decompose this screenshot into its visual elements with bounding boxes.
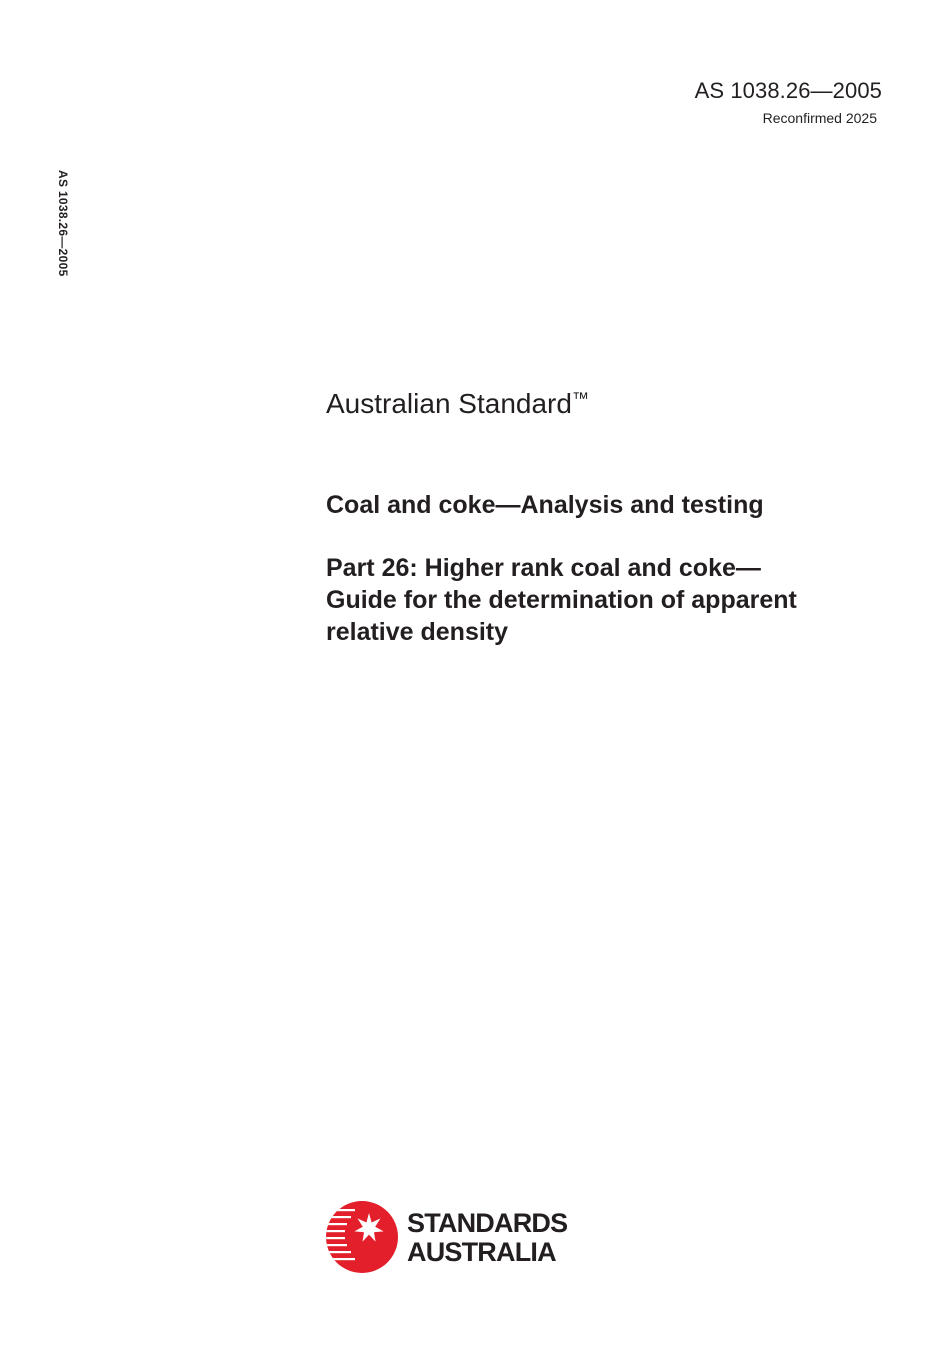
series-name-text: Australian Standard xyxy=(326,388,572,419)
standard-number: AS 1038.26—2005 xyxy=(694,78,882,103)
spine-text: AS 1038.26—2005 xyxy=(56,170,70,277)
part-title-line: relative density xyxy=(326,618,509,646)
part-title-line: Guide for the determination of apparent xyxy=(326,586,797,614)
trademark-mark: ™ xyxy=(571,389,589,408)
main-title: Coal and coke—Analysis and testing xyxy=(326,491,764,519)
logo-line: STANDARDS xyxy=(407,1208,568,1238)
standards-australia-logo xyxy=(325,1200,585,1274)
logo-line: AUSTRALIA xyxy=(407,1237,556,1267)
series-name xyxy=(326,387,589,421)
star-in-circle-icon xyxy=(325,1200,399,1274)
part-title xyxy=(326,552,906,648)
spine-label xyxy=(53,170,73,305)
logo-wordmark xyxy=(407,1209,567,1267)
reconfirmed-date: Reconfirmed 2025 xyxy=(762,110,877,126)
part-title-line: Part 26: Higher rank coal and coke— xyxy=(326,554,761,582)
